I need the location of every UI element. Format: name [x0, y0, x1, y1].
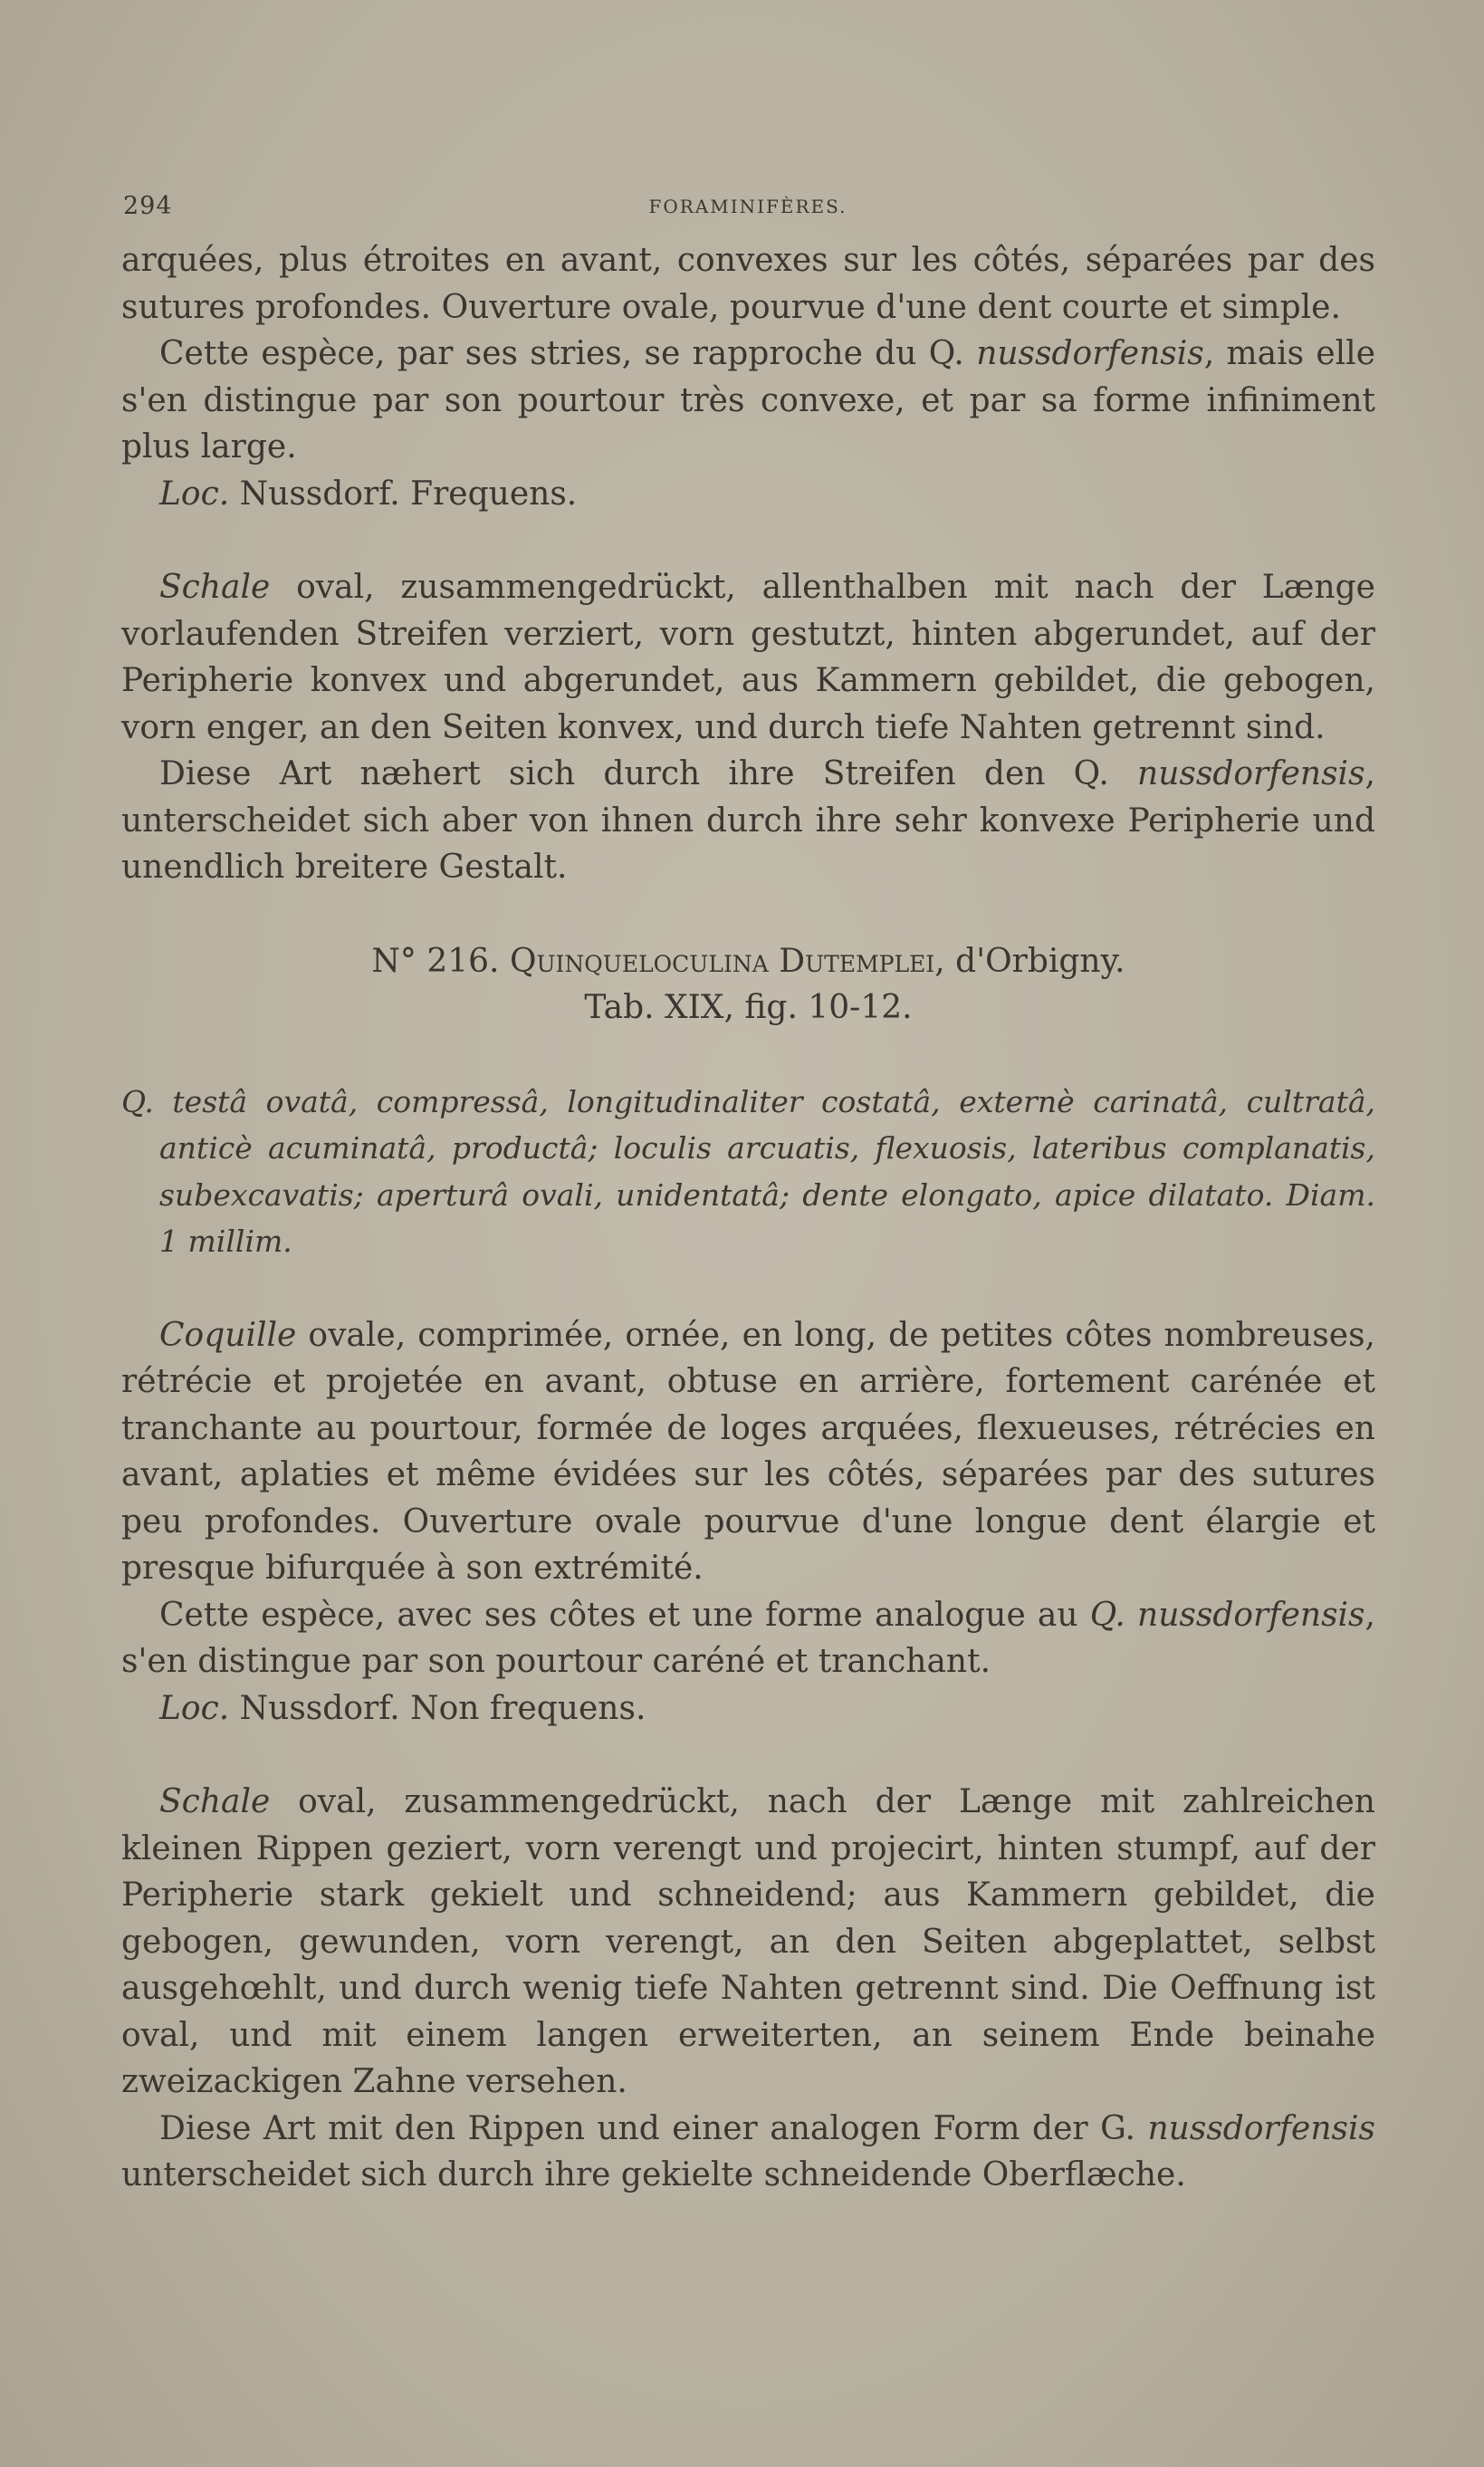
body-text — [121, 237, 1375, 2199]
species-name: nussdorfensis — [1137, 755, 1365, 792]
species-name: nussdorfensis — [1147, 2109, 1375, 2147]
page-number: 294 — [123, 192, 173, 220]
paragraph-german-description: Schale oval, zusammengedrückt, allenthalben mit nach der Længe vorlaufenden Streifen verziert, vorn gestutzt, hinten abgerundet, auf der Peripherie konvex und abgerundet, aus Kammern gebildet, die gebogen, vorn enger, an den Seiten konvex, und durch tiefe Nahten getrennt sind. — [121, 569, 1375, 746]
lead-word: Schale — [159, 1783, 271, 1820]
plate-reference: Tab. XIX, fig. 10-12. — [584, 989, 913, 1026]
species-name: Q. nussdorfensis — [1089, 1596, 1365, 1634]
page-header — [123, 192, 1373, 228]
species-name: nussdorfensis — [976, 335, 1204, 372]
paragraph-french-comparison: Cette espèce, par ses stries, se rapproche du Q. nussdorfensis, mais elle s'en distingue par son pourtour très convexe, et par sa forme infiniment plus large. — [121, 335, 1375, 466]
running-head: FORAMINIFÈRES. — [648, 196, 847, 217]
locality-label: Loc. — [159, 1689, 230, 1727]
lead-word: Schale — [159, 569, 271, 606]
paragraph-german-comparison: Diese Art næhert sich durch ihre Streifen den Q. nussdorfensis, unterscheidet sich aber von ihnen durch ihre sehr konvexe Peripherie und unendlich breitere Gestalt. — [121, 755, 1375, 886]
paragraph-french-comparison-2: Cette espèce, avec ses côtes et une forme analogue au Q. nussdorfensis, s'en distingue par son pourtour caréné et tranchant. — [121, 1596, 1375, 1680]
species-epithet: Dutemplei — [779, 942, 935, 980]
species-heading: N° 216. Quinqueloculina Dutemplei, d'Orbigny. — [371, 942, 1125, 980]
paragraph-locality-2: Loc. Nussdorf. Non frequens. — [159, 1689, 646, 1727]
locality-label: Loc. — [159, 475, 230, 513]
paragraph-locality: Loc. Nussdorf. Frequens. — [159, 475, 578, 513]
paragraph-french-description-end: arquées, plus étroites en avant, convexes sur les côtés, séparées par des sutures profondes. Ouverture ovale, pourvue d'une dent courte et simple. — [121, 242, 1375, 326]
latin-diagnosis: Q. testâ ovatâ, compressâ, longitudinaliter costatâ, externè carinatâ, cultratâ, anticè acuminatâ, productâ; loculis arcuatis, flexuosis, lateribus complanatis, subexcavatis; aperturâ ovali, unidentatâ; dente elongato, apice dilatato. Diam. 1 millim. — [121, 1083, 1375, 1259]
paragraph-french-description: Coquille ovale, comprimée, ornée, en long, de petites côtes nombreuses, rétrécie et projetée en avant, obtuse en arrière, fortement carénée et tranchante au pourtour, formée de loges arquées, flexueuses, rétrécies en avant, aplaties et même évidées sur les côtés, séparées par des sutures peu profondes. Ouverture ovale pourvue d'une longue dent élargie et presque bifurquée à son extrémité. — [121, 1316, 1375, 1587]
paragraph-german-description-2: Schale oval, zusammengedrückt, nach der Længe mit zahlreichen kleinen Rippen geziert, vorn verengt und projecirt, hinten stumpf, auf der Peripherie stark gekielt und schneidend; aus Kammern gebildet, die gebogen, gewunden, vorn verengt, an den Seiten abgeplattet, selbst ausgehœhlt, und durch wenig tiefe Nahten getrennt sind. Die Oeffnung ist oval, und mit einem langen erweiterten, an seinem Ende beinahe zweizackigen Zahne versehen. — [121, 1783, 1375, 2100]
genus-name: Quinqueloculina — [509, 942, 769, 980]
paragraph-german-comparison-2: Diese Art mit den Rippen und einer analogen Form der G. nussdorfensis unterscheidet sich durch ihre gekielte schneidende Oberflæche. — [121, 2109, 1375, 2193]
lead-word: Coquille — [159, 1316, 297, 1354]
